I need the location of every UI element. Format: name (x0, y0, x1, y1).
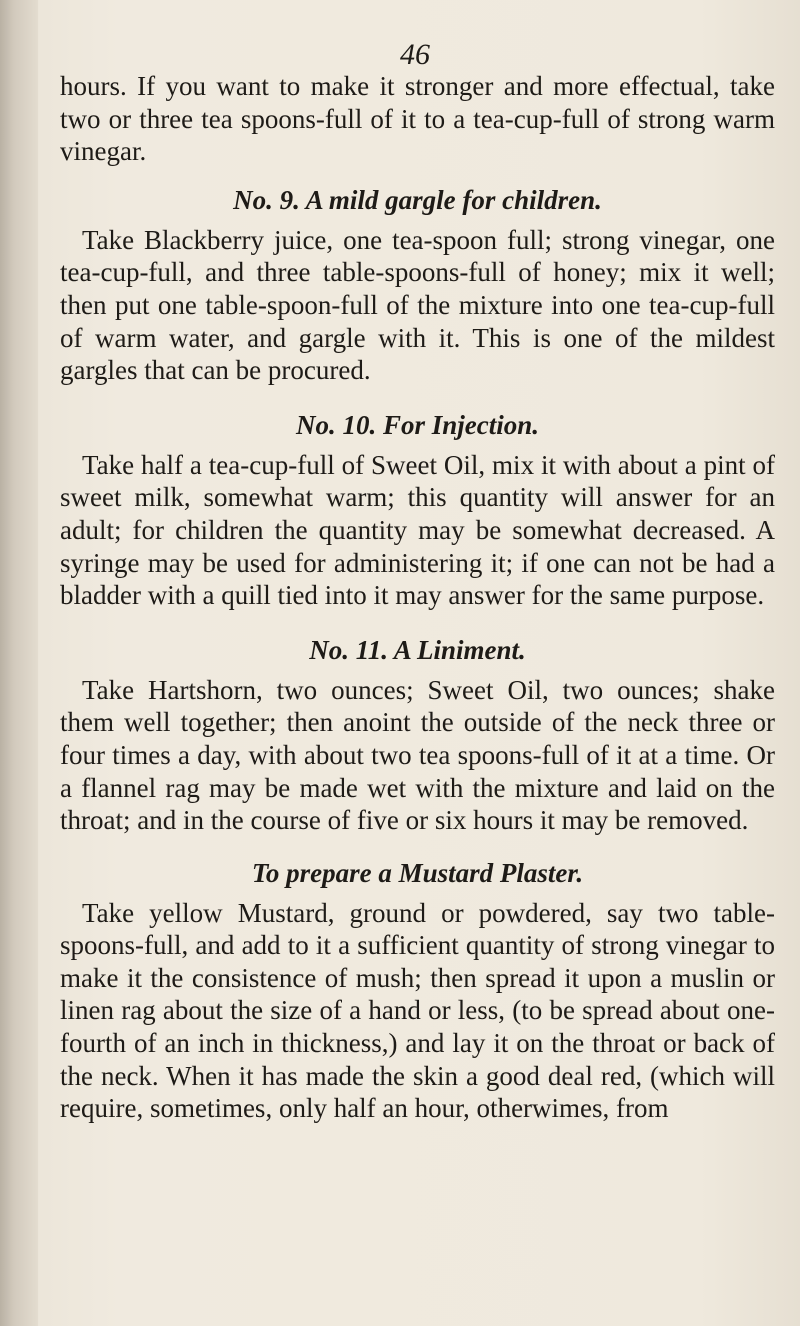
recipe-body-no9: Take Blackberry juice, one tea-spoon full; strong vinegar, one tea-cup-full, and three table-spoons-full of honey; mix it well; then put one table-spoon-full of the mixture into one tea-cup-full of warm water, and gargle with it. This is one of the mildest gargles that can be procured. (60, 224, 775, 386)
recipe-heading-mustard-plaster: To prepare a Mustard Plaster. (251, 857, 584, 888)
continuation-paragraph: hours. If you want to make it stronger and more effectual, take two or three tea spoons-full of it to a tea-cup-full of strong warm vinegar. (60, 71, 775, 167)
recipe-heading-no10: No. 10. For Injection. (295, 409, 540, 440)
recipe-heading-no9: No. 9. A mild gargle for children. (233, 184, 602, 215)
recipe-body-mustard-plaster: Take yellow Mustard, ground or powdered, say two table-spoons-full, and add to it a sufficient quantity of strong vinegar to make it the consistence of mush; then spread it upon a muslin or linen rag about the size of a hand or less, (to be spread about one-fourth of an inch in thickness,) and lay it on the throat or back of the neck. When it has made the skin a good deal red, (which will require, sometimes, only half an hour, otherwimes, from (60, 897, 775, 1124)
recipe-body-no10: Take half a tea-cup-full of Sweet Oil, mix it with about a pint of sweet milk, somewhat warm; this quantity will answer for an adult; for children the quantity may be somewhat decreased. A syringe may be used for administering it; if one can not be had a bladder with a quill tied into it may answer for the same purpose. (60, 449, 775, 611)
page-gutter (0, 0, 38, 1326)
page-number: 46 (400, 38, 430, 71)
recipe-heading-no11: No. 11. A Liniment. (309, 634, 526, 665)
text-column (60, 70, 775, 1125)
recipe-body-no11: Take Hartshorn, two ounces; Sweet Oil, two ounces; shake them well together; then anoint the outside of the neck three or four times a day, with about two tea spoons-full of it at a time. Or a flannel rag may be made wet with the mixture and laid on the throat; and in the course of five or six hours it may be removed. (60, 674, 775, 836)
